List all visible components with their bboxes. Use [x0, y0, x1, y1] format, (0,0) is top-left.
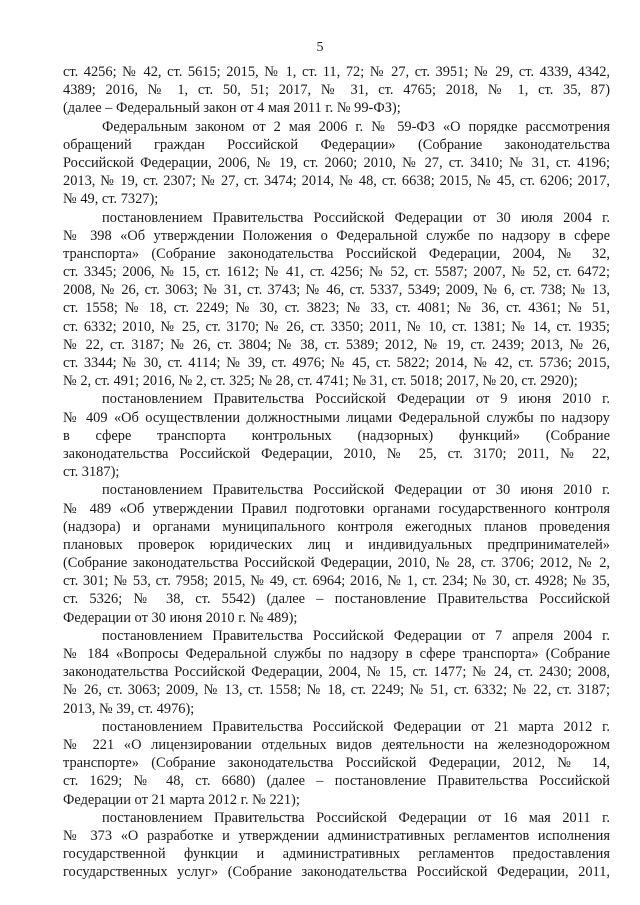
text-line: № 2, ст. 491; 2016, № 2, ст. 325; № 28, ст. 4741; № 31, ст. 5018; 2017, № 20, ст. 2920);: [63, 373, 578, 390]
paragraph: [63, 718, 610, 809]
text-line: обращений граждан Российской Федерации» (Собрание законодательства: [63, 136, 610, 153]
paragraph: [63, 809, 610, 882]
text-line: ст. 3344; № 30, ст. 4114; № 39, ст. 4976; № 45, ст. 5822; 2014, № 42, ст. 5736; 2015,: [63, 355, 610, 371]
text-line: № 184 «Вопросы Федеральной службы по надзору в сфере транспорта» (Собрание: [63, 646, 610, 662]
text-line: 2008, № 26, ст. 3063; № 31, ст. 3743; № 46, ст. 5337, 5349; 2009, № 6, ст. 738; № 13,: [63, 282, 610, 299]
text-line: постановлением Правительства Российской Федерации от 30 июня 2010 г.: [102, 482, 610, 499]
text-line: плановых проверок юридических лиц и индивидуальных предпринимателей»: [63, 536, 610, 553]
text-line: (Собрание законодательства Российской Федерации, 2010, № 28, ст. 3706; 2012, № 2,: [63, 555, 610, 572]
text-line: в сфере транспорта контрольных (надзорных) функций» (Собрание: [63, 427, 610, 444]
text-line: ст. 1558; № 18, ст. 2249; № 30, ст. 3823; № 33, ст. 4081; № 36, ст. 4361; № 51,: [63, 300, 610, 317]
text-line: Федеральным законом от 2 мая 2006 г. № 59-ФЗ «О порядке рассмотрения: [102, 118, 610, 135]
text-line: Федерации от 21 марта 2012 г. № 221);: [63, 791, 300, 808]
text-line: Федерации от 30 июня 2010 г. № 489);: [63, 609, 298, 626]
paragraph: [63, 481, 610, 627]
text-line: ст. 301; № 53, ст. 7958; 2015, № 49, ст. 6964; 2016, № 1, ст. 234; № 30, ст. 4928; № 35,: [63, 573, 610, 590]
text-line: постановлением Правительства Российской Федерации от 7 апреля 2004 г.: [102, 627, 610, 644]
text-line: № 398 «Об утверждении Положения о Федеральной службе по надзору в сфере: [63, 227, 610, 244]
paragraph: [63, 209, 610, 391]
text-line: постановлением Правительства Российской Федерации от 30 июля 2004 г.: [102, 209, 610, 226]
text-line: транспорта» (Собрание законодательства Российской Федерации, 2004, № 32,: [63, 245, 610, 262]
text-line: транспорте» (Собрание законодательства Российской Федерации, 2012, № 14,: [63, 755, 610, 772]
text-line: № 489 «Об утверждении Правил подготовки органами государственного контроля: [63, 500, 610, 517]
text-line: государственной функции и административных регламентов предоставления: [63, 846, 610, 863]
text-line: постановлением Правительства Российской Федерации от 16 мая 2011 г.: [102, 809, 610, 826]
text-line: 4389; 2016, № 1, ст. 50, 51; 2017, № 31, ст. 4765; 2018, № 1, ст. 35, 87): [63, 82, 610, 99]
text-line: 2013, № 39, ст. 4976);: [63, 700, 195, 717]
text-line: 2013, № 19, ст. 2307; № 27, ст. 3474; 2014, № 48, ст. 6638; 2015, № 45, ст. 6206; 2017,: [63, 173, 610, 190]
text-line: ст. 5326; № 38, ст. 5542) (далее – постановление Правительства Российской: [63, 591, 610, 608]
text-line: № 49, ст. 7327);: [63, 191, 159, 208]
text-line: (надзора) и органами муниципального контроля ежегодных планов проведения: [63, 518, 610, 535]
text-line: ст. 3345; 2006, № 15, ст. 1612; № 41, ст. 4256; № 52, ст. 5587; 2007, № 52, ст. 6472;: [63, 264, 610, 281]
page-number: 5: [316, 40, 324, 55]
text-line: постановлением Правительства Российской Федерации от 9 июня 2010 г.: [102, 391, 610, 408]
paragraph: [63, 627, 610, 718]
paragraph: [63, 63, 610, 118]
text-line: законодательства Российской Федерации, 2004, № 15, ст. 1477; № 24, ст. 2430; 2008,: [63, 664, 610, 681]
paragraph: [63, 118, 610, 209]
text-line: Российской Федерации, 2006, № 19, ст. 2060; 2010, № 27, ст. 3410; № 31, ст. 4196;: [63, 154, 610, 171]
text-line: № 221 «О лицензировании отдельных видов деятельности на железнодорожном: [63, 736, 610, 753]
text-line: постановлением Правительства Российской Федерации от 21 марта 2012 г.: [102, 718, 610, 735]
text-line: № 26, ст. 3063; 2009, № 13, ст. 1558; № 18, ст. 2249; № 51, ст. 6332; № 22, ст. 3187;: [63, 682, 610, 699]
text-line: ст. 4256; № 42, ст. 5615; 2015, № 1, ст. 11, 72; № 27, ст. 3951; № 29, ст. 4339, 4342,: [63, 64, 610, 80]
text-line: № 373 «О разработке и утверждении административных регламентов исполнения: [63, 827, 610, 844]
text-line: № 409 «Об осуществлении должностными лицами Федеральной службы по надзору: [63, 409, 610, 426]
paragraph: [63, 390, 610, 481]
text-line: ст. 3187);: [63, 464, 120, 481]
text-line: № 22, ст. 3187; № 26, ст. 3804; № 38, ст. 5389; 2012, № 19, ст. 2439; 2013, № 26,: [63, 336, 610, 353]
text-line: законодательства Российской Федерации, 2010, № 25, ст. 3170; 2011, № 22,: [63, 445, 610, 462]
text-line: ст. 6332; 2010, № 25, ст. 3170; № 26, ст. 3350; 2011, № 10, ст. 1381; № 14, ст. 1935;: [63, 318, 610, 335]
body-text: [63, 63, 610, 881]
text-line: государственных услуг» (Собрание законодательства Российской Федерации, 2011,: [63, 864, 610, 881]
text-line: ст. 1629; № 48, ст. 6680) (далее – постановление Правительства Российской: [63, 773, 610, 790]
text-line: (далее – Федеральный закон от 4 мая 2011 г. № 99-ФЗ);: [63, 100, 401, 117]
